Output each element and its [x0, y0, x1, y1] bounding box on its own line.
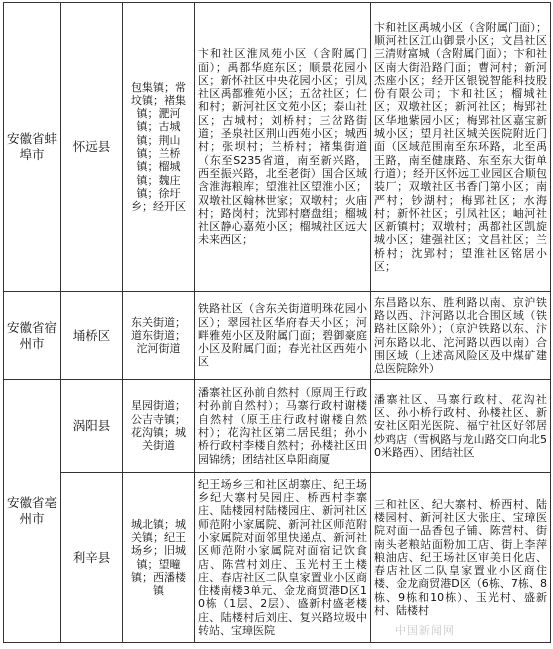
towns-cell: 东关街道；道东街道；沱河街道 — [123, 292, 195, 380]
county-cell: 涡阳县 — [61, 380, 123, 473]
county-cell: 埇桥区 — [61, 292, 123, 380]
low-risk-cell: 潘寨社区、马寨行政村、花沟社区、孙小桥行政村、孙楼社区、新安社区阳光医院、福宁社区好邻居炒鸡店（雪枫路与龙山路交口向北50米路西）、团结社区 — [371, 380, 551, 473]
table-row — [4, 473, 551, 643]
medium-risk-cell: 纪王场乡三和社区胡寨庄、纪王场乡纪大寨村吴园庄、桥西村李寨庄、陆楼园村陆楼园庄、新河社区师范附小家属院、新河社区师范附小家属院对面邻里快递点、新河社区师范附小家属院对面宿记饮食店、陈营村刘庄、玉光村王土楼庄、春店社区二队皇家置业小区商住楼南楼3单元、金龙商贸港D区10栋（1层、2层）、盛新村盛老楼庄、陆楼村后刘庄、复兴路垃圾中转站、宝璋医院 — [195, 473, 371, 643]
city-cell: 安徽省宿州市 — [4, 292, 61, 380]
county-cell: 怀远县 — [61, 3, 123, 292]
towns-cell: 包集镇；常坟镇；褚集镇；淝河镇；古城镇；荆山镇；兰桥镇；榴城镇；魏庄镇；徐圩乡；经开区 — [123, 3, 195, 292]
risk-area-table — [3, 2, 551, 643]
low-risk-cell: 三和社区、纪大寨村、桥西村、陆楼园村、新河社区大张庄、宝璋医院对面一品香包子铺、陈营村、街南头老粮站面粉加工店、街上李萍粮油店、纪王场社区审美日化店、春店社区二队皇家置业小区商住楼、金龙商贸港D区（6栋、7栋、8栋、9栋和10栋）、玉光村、盛新村、陆楼村 — [371, 473, 551, 643]
watermark: 中国新闻网 — [395, 624, 455, 637]
medium-risk-cell: 卞和社区淮凤苑小区（含附属门面）；禹都华庭东区；顺景花园小区；新怀社区中央花园小区；引凤社区禹都雅苑小区；五岔社区；仁和村；新河社区文苑小区；泰山社区；古城村；刘桥村；三岔路街道；圣泉社区荆山西苑小区；城西村；张坝村；兰桥村；褚集街道（东至S235省道，南至新兴路，西至振兴路，北至老街）国合区域含淮海粮库；望淮社区望淮小区；双墩社区翰林世家；双墩村；火庙村；路岗村；沈郢村磨盘组；榴城社区静心嘉苑小区；榴城社区远大未来西区； — [195, 3, 371, 292]
county-cell: 利辛县 — [61, 473, 123, 643]
towns-cell: 城北镇；城关镇；纪王场乡；旧城镇；望疃镇；西潘楼镇 — [123, 473, 195, 643]
table-row — [4, 380, 551, 473]
towns-cell: 星园街道；公吉寺镇；花沟镇；城关街道 — [123, 380, 195, 473]
low-risk-cell: 卞和社区禹城小区（含附属门面）；顺河社区江山御景小区；文昌社区三清财富城（含附属门面）；卞和社区南大街沿路门面；曹河村；新河杰座小区；经开区银锐智能科技股份有限公司；卞和社区；榴城社区；双墩社区；新河社区；梅郢社区华地紫园小区；梅郢社区嘉宝新城小区；望月社区城关医院附近门面（区域范围南至东环路，北至禹王路，南至健康路、东至东大街单行道）；经开区怀远工业园区合顺包装厂；双墩社区书香门第小区；南严村；钞湖村；梅郢社区；水海村；新怀社区；引凤社区；岫河社区新镇村；双墩村；禹都社区凯旋城小区；建强社区；文昌社区；兰桥村；沈郢村；望淮社区铭居小区； — [371, 3, 551, 292]
low-risk-cell: 东昌路以东、胜利路以南、京沪铁路以西、汴河路以北合围区域（铁路社区除外）；（京沪铁路以东、汴河东路以北、沱河路以西以南）合围区域（上述高风险区及中煤矿建总医院除外） — [371, 292, 551, 380]
medium-risk-cell: 潘寨社区孙前自然村（原周王行政村孙前自然村）；马寨行政村谢楼自然村（原王庄行政村谢楼自然村）；花沟社区第二居民组；孙小桥行政村李楼自然村；孙楼社区田园锦绣；团结社区阜阳商厦 — [195, 380, 371, 473]
city-cell: 安徽省亳州市 — [4, 380, 61, 643]
city-cell: 安徽省蚌埠市 — [4, 3, 61, 292]
table-row — [4, 3, 551, 292]
medium-risk-cell: 铁路社区（含东关街道明珠花园小区）；翠园社区华府春天小区；河畔雅苑小区及附属门面；碧御豪庭小区及附属门面；春光社区西苑小区 — [195, 292, 371, 380]
table-row — [4, 292, 551, 380]
